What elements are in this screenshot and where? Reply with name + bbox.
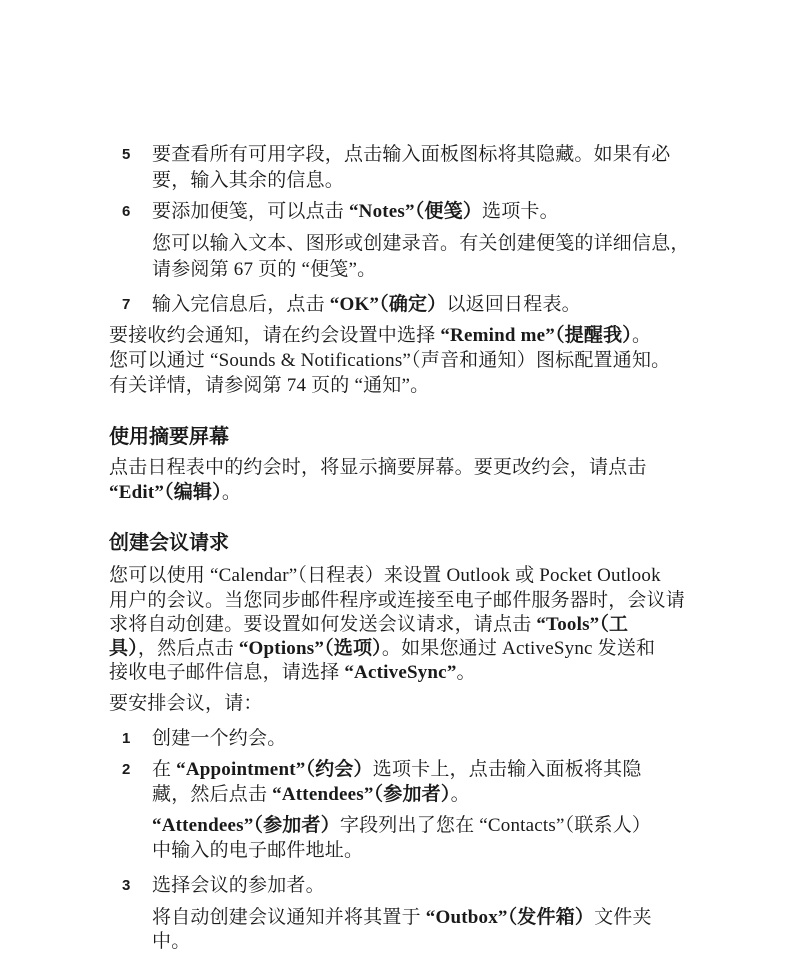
step-number: 1 xyxy=(122,730,131,747)
paragraph-line: 要安排会议，请： xyxy=(109,693,263,714)
step-text: 在 “Appointment”（约会）选项卡上，点击输入面板将其隐 xyxy=(152,759,642,780)
paragraph-line: 有关详情，请参阅第 74 页的 “通知”。 xyxy=(109,375,430,396)
step-number: 3 xyxy=(122,877,131,894)
ui-term: “OK”（确定） xyxy=(329,294,447,315)
step-number: 6 xyxy=(122,203,131,220)
step-note: 中。 xyxy=(152,931,191,952)
ui-term: “Options”（选项） xyxy=(238,638,382,659)
step-number: 7 xyxy=(122,296,131,313)
step-number: 5 xyxy=(122,146,131,163)
step-text: 要查看所有可用字段，点击输入面板图标将其隐藏。如果有必 xyxy=(152,144,671,165)
paragraph-line: 您可以通过 “Sounds & Notifications”（声音和通知）图标配置通知。 xyxy=(109,350,671,371)
ui-term: “Attendees”（参加者） xyxy=(272,784,451,805)
step-text: 藏，然后点击 “Attendees”（参加者）。 xyxy=(152,784,470,805)
step-note: “Attendees”（参加者）字段列出了您在 “Contacts”（联系人） xyxy=(152,815,652,836)
step-note: 将自动创建会议通知并将其置于 “Outbox”（发件箱）文件夹 xyxy=(152,907,652,928)
step-text: 输入完信息后，点击 “OK”（确定）以返回日程表。 xyxy=(152,294,581,315)
ui-term: “Notes”（便笺） xyxy=(348,201,483,222)
step-text: 要添加便笺，可以点击 “Notes”（便笺）选项卡。 xyxy=(152,201,559,222)
paragraph-line: 求将自动创建。要设置如何发送会议请求，请点击 “Tools”（工 xyxy=(109,614,629,635)
paragraph-line: 接收电子邮件信息，请选择 “ActiveSync”。 xyxy=(109,662,476,683)
step-note: 请参阅第 67 页的 “便笺”。 xyxy=(152,259,377,280)
ui-term: “ActiveSync” xyxy=(344,662,457,683)
paragraph-line: 用户的会议。当您同步邮件程序或连接至电子邮件服务器时，会议请 xyxy=(109,590,686,611)
ui-term: “Outbox”（发件箱） xyxy=(425,907,595,928)
step-text: 要，输入其余的信息。 xyxy=(152,170,345,191)
paragraph-line: 您可以使用 “Calendar”（日程表）来设置 Outlook 或 Pocket Outlook xyxy=(109,565,661,586)
ui-term: 具） xyxy=(109,638,138,659)
step-number: 2 xyxy=(122,761,131,778)
section-heading: 使用摘要屏幕 xyxy=(109,424,229,448)
step-note: 中输入的电子邮件地址。 xyxy=(152,840,364,861)
step-text: 选择会议的参加者。 xyxy=(152,875,325,896)
ui-term: “Attendees”（参加者） xyxy=(152,815,340,836)
step-text: 创建一个约会。 xyxy=(152,728,287,749)
ui-term: “Edit”（编辑） xyxy=(109,482,222,503)
ui-term: “Appointment”（约会） xyxy=(176,759,373,780)
paragraph-line: 具），然后点击 “Options”（选项）。如果您通过 ActiveSync 发送和 xyxy=(109,638,656,659)
step-note: 您可以输入文本、图形或创建录音。有关创建便笺的详细信息， xyxy=(152,233,690,254)
paragraph-line: 点击日程表中的约会时，将显示摘要屏幕。要更改约会，请点击 xyxy=(109,457,647,478)
section-heading: 创建会议请求 xyxy=(109,530,229,554)
ui-term: “Tools”（工 xyxy=(536,614,629,635)
ui-term: “Remind me”（提醒我） xyxy=(440,325,632,346)
paragraph-line: “Edit”（编辑）。 xyxy=(109,482,242,503)
paragraph-line: 要接收约会通知，请在约会设置中选择 “Remind me”（提醒我）。 xyxy=(109,325,652,346)
